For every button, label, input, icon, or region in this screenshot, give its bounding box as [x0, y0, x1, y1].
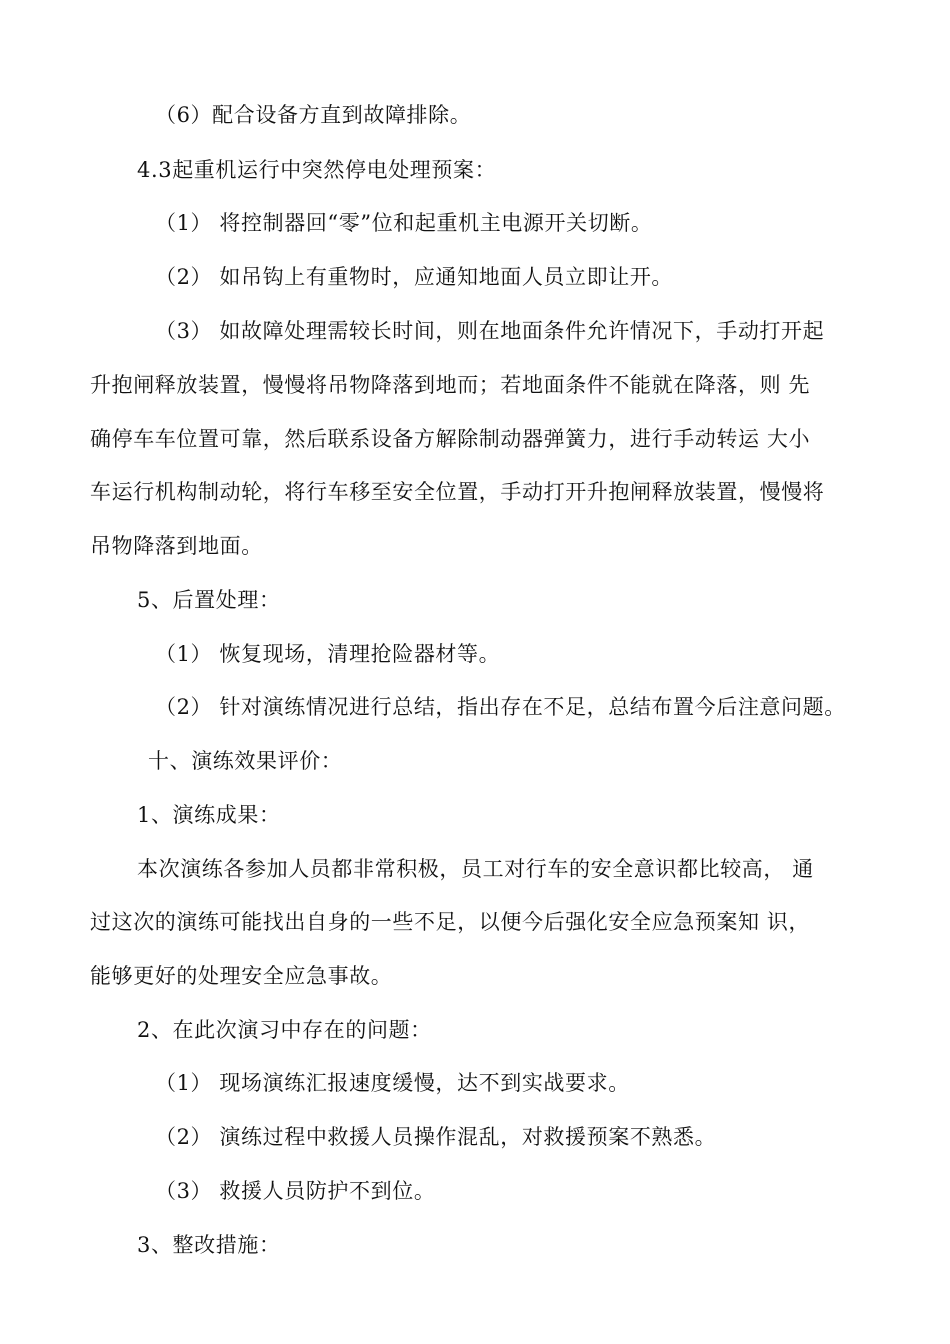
text-line: 能够更好的处理安全应急事故。 — [90, 964, 393, 988]
text-line: 确停车车位置可靠，然后联系设备方解除制动器弹簧力，进行手动转运 大小 — [90, 427, 811, 451]
text-line: 本次演练各参加人员都非常积极，员工对行车的安全意识都比较高， 通 — [137, 857, 814, 881]
text-line: 升抱闸释放装置，慢慢将吊物降落到地而；若地面条件不能就在降落，则 先 — [90, 373, 811, 397]
section-heading: 1、演练成果： — [137, 803, 281, 827]
section-heading: 5、后置处理： — [137, 588, 281, 612]
text-line: （1） 现场演练汇报速度缓慢，达不到实战要求。 — [155, 1071, 630, 1095]
text-line: （2） 如吊钩上有重物时，应通知地面人员立即让开。 — [155, 265, 674, 289]
text-line: （1） 将控制器回“零”位和起重机主电源开关切断。 — [155, 211, 653, 235]
text-line: （1） 恢复现场，清理抢险器材等。 — [155, 642, 501, 666]
section-heading: 3、整改措施： — [137, 1233, 281, 1257]
text-line: （2） 演练过程中救援人员操作混乱，对救援预案不熟悉。 — [155, 1125, 717, 1149]
text-line: （3） 救援人员防护不到位。 — [155, 1179, 436, 1203]
text-line: （3） 如故障处理需较长时间，则在地面条件允许情况下，手动打开起 — [155, 319, 825, 343]
section-heading: 十、演练效果评价： — [148, 749, 343, 773]
text-line: 过这次的演练可能找出自身的一些不足，以便今后强化安全应急预案知 识， — [90, 910, 811, 934]
text-line: （2） 针对演练情况进行总结，指出存在不足，总结布置今后注意问题。 — [155, 695, 846, 719]
text-line: 车运行机构制动轮，将行车移至安全位置，手动打开升抱闸释放装置，慢慢将 — [90, 480, 825, 504]
section-heading: 2、在此次演习中存在的问题： — [137, 1018, 432, 1042]
section-heading: 4.3起重机运行中突然停电处理预案： — [137, 158, 497, 182]
text-line: （6）配合设备方直到故障排除。 — [155, 103, 472, 127]
text-line: 吊物降落到地面。 — [90, 534, 263, 558]
